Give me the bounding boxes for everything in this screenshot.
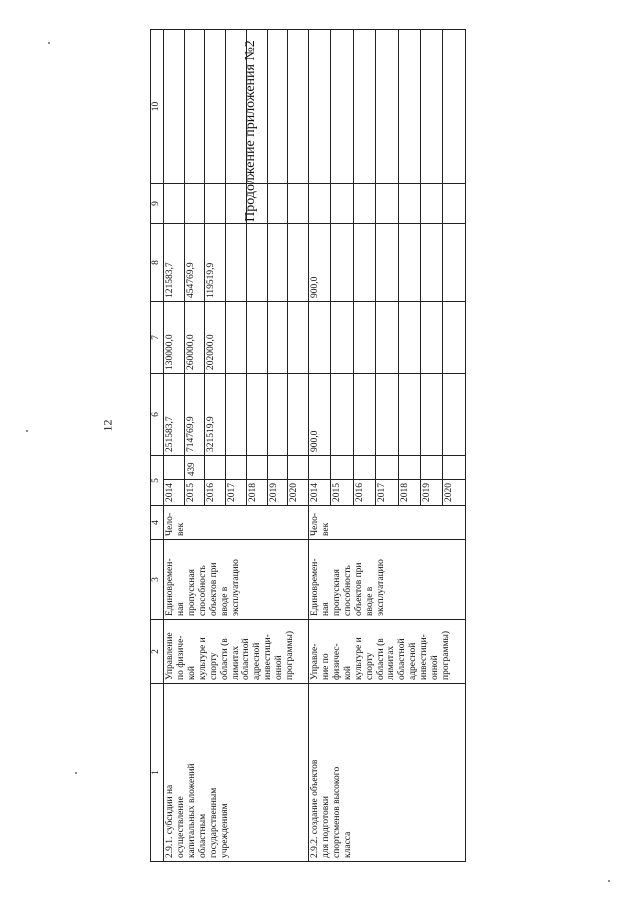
indicator-value-cell: 439: [184, 456, 205, 480]
col10-cell: [331, 30, 353, 184]
col6-cell: 714769,9: [184, 374, 205, 456]
col6-cell: [267, 374, 288, 456]
year-cell: 2014: [164, 480, 185, 506]
col-header-4: 4: [151, 506, 164, 540]
col7-cell: 202000,0: [205, 302, 226, 374]
indicator-value-cell: [246, 456, 267, 480]
indicator-value-cell: [267, 456, 288, 480]
col10-cell: [267, 30, 288, 184]
col6-cell: 251583,7: [164, 374, 185, 456]
year-cell: 2015: [331, 480, 353, 506]
col10-cell: [205, 30, 226, 184]
row-name-cell: 2.9.1. субсидии на осуществление капитальных вложений областным государственным учреждениям: [164, 684, 309, 862]
col10-cell: [376, 30, 398, 184]
col10-cell: [309, 30, 331, 184]
row-indicator-cell: Единовремен- ная пропускная способность объектов при вводе в эксплуатацию: [164, 540, 309, 620]
col8-cell: [246, 224, 267, 302]
row-agency-cell: Управле- ние по физичес- кой культуре и спорту области (в лимитах областной адресной инвестици- онной программы): [309, 620, 466, 684]
col8-cell: [420, 224, 442, 302]
budget-table: [150, 29, 466, 862]
year-cell: 2014: [309, 480, 331, 506]
col-header-7: 7: [151, 302, 164, 374]
scan-speck: [608, 880, 610, 882]
row-unit-cell: Чело- век: [309, 506, 466, 540]
year-cell: 2018: [246, 480, 267, 506]
col6-cell: [398, 374, 420, 456]
col9-cell: [443, 184, 466, 224]
col6-cell: [226, 374, 247, 456]
col9-cell: [309, 184, 331, 224]
indicator-value-cell: [420, 456, 442, 480]
appendix-caption: Продолжение приложения №2: [243, 40, 258, 222]
col7-cell: [443, 302, 466, 374]
header-row: [151, 30, 164, 862]
col-header-5: 5: [151, 456, 164, 506]
year-cell: 2018: [398, 480, 420, 506]
col9-cell: [267, 184, 288, 224]
col9-cell: [246, 184, 267, 224]
col9-cell: [331, 184, 353, 224]
col7-cell: [309, 302, 331, 374]
year-cell: 2017: [376, 480, 398, 506]
col-header-8: 8: [151, 224, 164, 302]
col-header-1: 1: [151, 684, 164, 862]
year-cell: 2016: [353, 480, 375, 506]
year-cell: 2015: [184, 480, 205, 506]
col10-cell: [353, 30, 375, 184]
indicator-value-cell: [309, 456, 331, 480]
row-indicator-cell: Единовремен- ная пропускная способность объектов при вводе в эксплуатацию: [309, 540, 466, 620]
table-row: [309, 30, 331, 862]
col10-cell: [246, 30, 267, 184]
col6-cell: [331, 374, 353, 456]
col9-cell: [376, 184, 398, 224]
col8-cell: [226, 224, 247, 302]
year-cell: 2017: [226, 480, 247, 506]
year-cell: 2016: [205, 480, 226, 506]
col6-cell: [246, 374, 267, 456]
col6-cell: [420, 374, 442, 456]
col8-cell: [267, 224, 288, 302]
col8-cell: [398, 224, 420, 302]
col6-cell: 321519,9: [205, 374, 226, 456]
col6-cell: [353, 374, 375, 456]
col10-cell: [164, 30, 185, 184]
col8-cell: [443, 224, 466, 302]
col7-cell: [398, 302, 420, 374]
col6-cell: [288, 374, 309, 456]
indicator-value-cell: [443, 456, 466, 480]
indicator-value-cell: [164, 456, 185, 480]
col8-cell: [353, 224, 375, 302]
col9-cell: [164, 184, 185, 224]
col9-cell: [420, 184, 442, 224]
col8-cell: 119519,9: [205, 224, 226, 302]
col7-cell: [420, 302, 442, 374]
col7-cell: [353, 302, 375, 374]
col-header-6: 6: [151, 374, 164, 456]
col10-cell: [398, 30, 420, 184]
col8-cell: [331, 224, 353, 302]
col9-cell: [226, 184, 247, 224]
col8-cell: [288, 224, 309, 302]
indicator-value-cell: [353, 456, 375, 480]
col7-cell: [267, 302, 288, 374]
col9-cell: [184, 184, 205, 224]
col7-cell: [288, 302, 309, 374]
col10-cell: [226, 30, 247, 184]
col-header-9: 9: [151, 184, 164, 224]
table-row: [164, 30, 185, 862]
col7-cell: 130000,0: [164, 302, 185, 374]
page-number: 12: [100, 419, 115, 432]
col8-cell: [376, 224, 398, 302]
indicator-value-cell: [376, 456, 398, 480]
col8-cell: 900,0: [309, 224, 331, 302]
col7-cell: [246, 302, 267, 374]
col8-cell: 454769,9: [184, 224, 205, 302]
scan-speck: [75, 772, 77, 774]
col7-cell: [331, 302, 353, 374]
col10-cell: [184, 30, 205, 184]
row-name-cell: 2.9.2. создание объектов для подготовки спортсменов высокого класса: [309, 684, 466, 862]
indicator-value-cell: [205, 456, 226, 480]
year-cell: 2019: [420, 480, 442, 506]
col-header-2: 2: [151, 620, 164, 684]
col6-cell: 900,0: [309, 374, 331, 456]
col7-cell: 260000,0: [184, 302, 205, 374]
col9-cell: [353, 184, 375, 224]
col7-cell: [226, 302, 247, 374]
rotated-table-container: [150, 30, 466, 862]
col8-cell: 121583,7: [164, 224, 185, 302]
col10-cell: [443, 30, 466, 184]
col6-cell: [443, 374, 466, 456]
col-header-3: 3: [151, 540, 164, 620]
col9-cell: [205, 184, 226, 224]
indicator-value-cell: [331, 456, 353, 480]
col7-cell: [376, 302, 398, 374]
col10-cell: [420, 30, 442, 184]
col10-cell: [288, 30, 309, 184]
col-header-10: 10: [151, 30, 164, 184]
col9-cell: [288, 184, 309, 224]
year-cell: 2019: [267, 480, 288, 506]
scan-speck: [26, 430, 28, 432]
year-cell: 2020: [288, 480, 309, 506]
table-body: [164, 30, 466, 862]
scan-speck: [48, 42, 50, 44]
indicator-value-cell: [398, 456, 420, 480]
col6-cell: [376, 374, 398, 456]
row-agency-cell: Управление по физиче- кой культуре и спорту области (в лимитах областной адресной инвестици- онной программы): [164, 620, 309, 684]
col9-cell: [398, 184, 420, 224]
row-unit-cell: Чело- век: [164, 506, 309, 540]
indicator-value-cell: [226, 456, 247, 480]
indicator-value-cell: [288, 456, 309, 480]
year-cell: 2020: [443, 480, 466, 506]
